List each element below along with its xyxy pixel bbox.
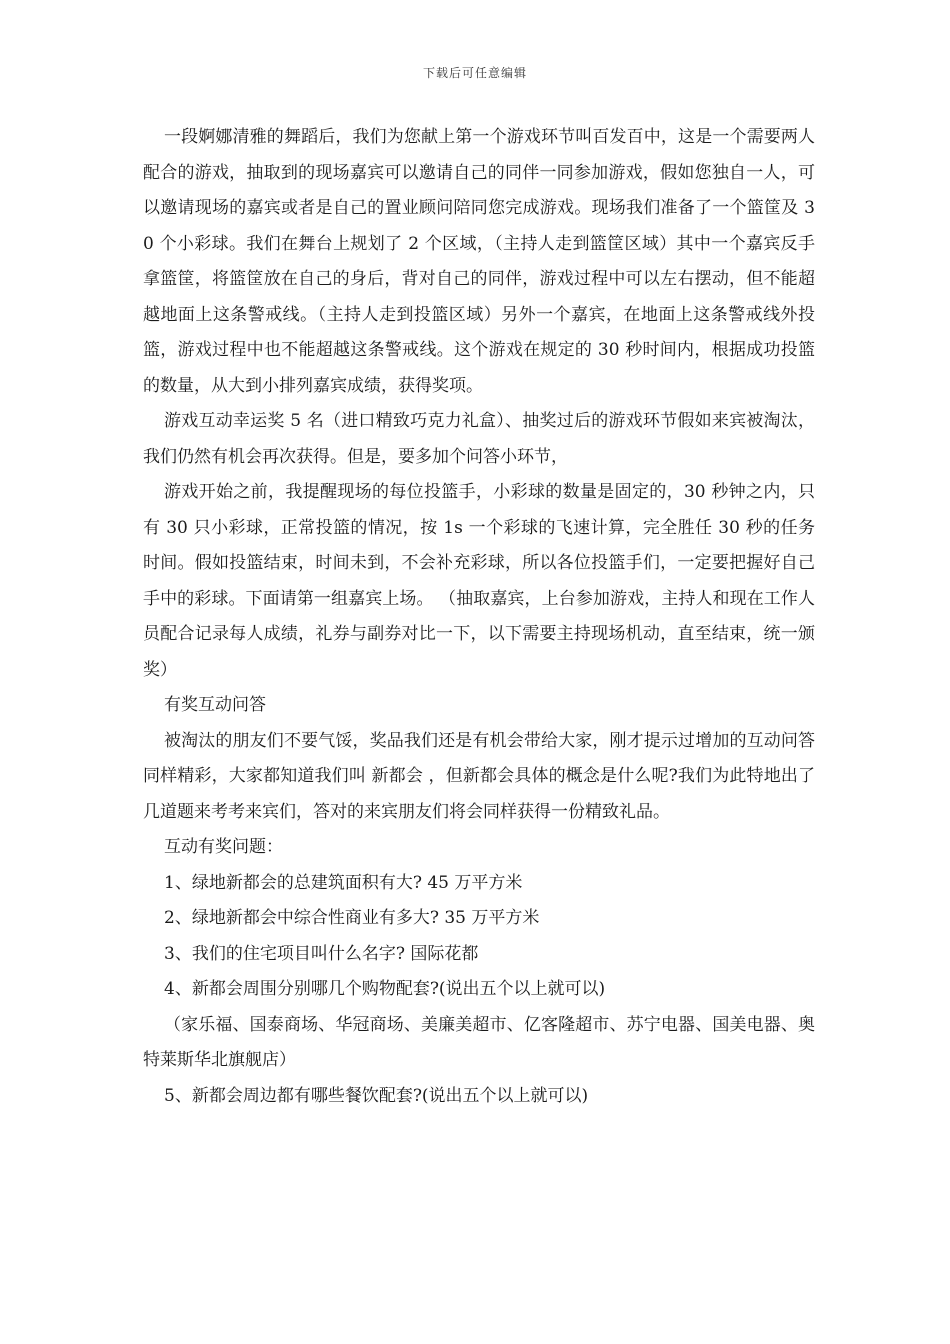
- quiz-question-2: 2、绿地新都会中综合性商业有多大? 35 万平方米: [164, 908, 540, 928]
- quiz-question-4: 4、新都会周围分别哪几个购物配套?(说出五个以上就可以): [164, 979, 606, 999]
- quiz-question-1: 1、绿地新都会的总建筑面积有大? 45 万平方米: [164, 872, 523, 893]
- document-body: [143, 120, 815, 1114]
- section-heading-quiz: 有奖互动问答: [164, 695, 266, 715]
- paragraph-game-rules: 游戏开始之前，我提醒现场的每位投篮手，小彩球的数量是固定的，30 秒钟之内，只有 30 只小彩球，正常投篮的情况，按 1s 一个彩球的飞速计算，完全胜任 30 秒的任务时间。假如投篮结束，时间未到，不会补充彩球，所以各位投篮手们，一定要把握好自己手中的彩球。下面请第一组嘉宾上场。 （抽取嘉宾，上台参加游戏，主持人和现在工作人员配合记录每人成绩，礼券与副券对比一下，以下需要主持现场机动，直至结束，统一颁奖）: [143, 482, 815, 680]
- quiz-list-heading: 互动有奖问题：: [164, 837, 283, 857]
- paragraph-game-intro: 一段婀娜清雅的舞蹈后，我们为您献上第一个游戏环节叫百发百中，这是一个需要两人配合的游戏，抽取到的现场嘉宾可以邀请自己的同伴一同参加游戏，假如您独自一人，可以邀请现场的嘉宾或者是自己的置业顾问陪同您完成游戏。现场我们准备了一个篮筐及 30 个小彩球。我们在舞台上规划了 2 个区域，（主持人走到篮筐区域）其中一个嘉宾反手拿篮筐，将篮筐放在自己的身后，背对自己的同伴，游戏过程中可以左右摆动，但不能超越地面上这条警戒线。（主持人走到投篮区域）另外一个嘉宾，在地面上这条警戒线外投篮，游戏过程中也不能超越这条警戒线。这个游戏在规定的 30 秒时间内，根据成功投篮的数量，从大到小排列嘉宾成绩，获得奖项。: [143, 127, 815, 396]
- quiz-answer-4: （家乐福、国泰商场、华冠商场、美廉美超市、亿客隆超市、苏宁电器、国美电器、奥特莱斯华北旗舰店）: [143, 1014, 815, 1070]
- quiz-question-3: 3、我们的住宅项目叫什么名字? 国际花都: [164, 943, 479, 964]
- paragraph-quiz-intro: 被淘汰的朋友们不要气馁，奖品我们还是有机会带给大家，刚才提示过增加的互动问答同样精彩，大家都知道我们叫 新都会 ，但新都会具体的概念是什么呢?我们为此特地出了几道题来考考来宾们，答对的来宾朋友们将会同样获得一份精致礼品。: [143, 730, 815, 822]
- page-header: 下载后可任意编辑: [422, 66, 527, 80]
- paragraph-lucky-prize: 游戏互动幸运奖 5 名（进口精致巧克力礼盒）、抽奖过后的游戏环节假如来宾被淘汰，我们仍然有机会再次获得。但是，要多加个问答小环节，: [143, 411, 815, 467]
- quiz-question-5: 5、新都会周边都有哪些餐饮配套?(说出五个以上就可以): [164, 1085, 589, 1106]
